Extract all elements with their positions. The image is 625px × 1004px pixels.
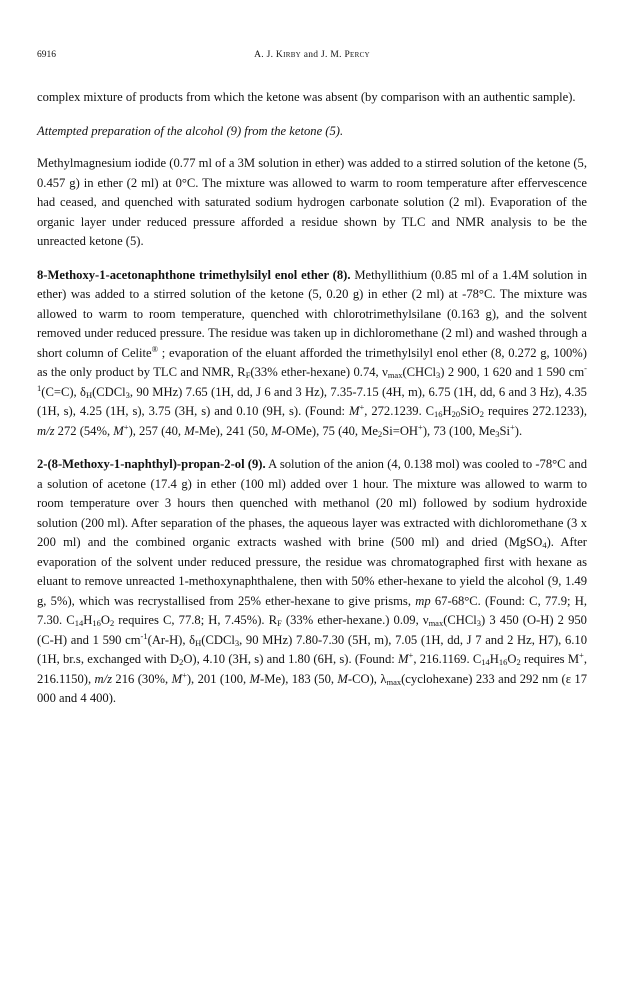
paragraph-continued: complex mixture of products from which the ketone was absent (by comparison with an authentic sample). xyxy=(37,90,576,104)
compound-title-8: 8-Methoxy-1-acetonaphthone trimethylsilyl enol ether (8). xyxy=(37,267,351,282)
section-heading-attempted-preparation: Attempted preparation of the alcohol (9) from the ketone (5). xyxy=(37,123,344,138)
paragraph-methylmagnesium: Methylmagnesium iodide (0.77 ml of a 3M solution in ether) was added to a stirred solution of the ketone (5, 0.457 g) in ether (2 ml) at 0°C. The mixture was allowed to warm to room temperature after effervescence had ceased, and quenched with saturated sodium hydrogen carbonate solution (2 ml). Evaporation of the organic layer under reduced pressure afforded a residue shown by TLC and NMR analysis to be the unreacted ketone (5). xyxy=(37,156,587,248)
page-body xyxy=(37,88,587,723)
paragraph-propanol: 2-(8-Methoxy-1-naphthyl)-propan-2-ol (9). A solution of the anion (4, 0.138 mol) was cooled to -78°C and a solution of acetone (17.4 g) in ether (100 ml) added over 1 hour. The mixture was allowed to warm to room temperature over 3 hours then quenched with methanol (20 ml) followed by sodium hydroxide solution (200 ml). After separation of the phases, the aqueous layer was extracted with dichloromethane (3 x 200 ml) and the combined organic extracts washed with brine (500 ml) and dried (MgSO$_4$). After evaporation of the solvent under reduced pressure, the residue was chromatographed first with hexane as eluant to remove unreacted 1-methoxynaphthalene, then with 50% ether-hexane to yield the alcohol (9, 1.49 g, 5%), which was recrystallised from 25% ether-hexane to give prisms, mp 67-68°C. (Found: C, 77.9; H, 7.30. $C_{14}H_{16}O_2$ requires C, 77.8; H, 7.45%). $R_F$ (33% ether-hexane.) 0.09, $\nu_{max}(CHCl_3)$ 3 450 (O-H) 2 950 (C-H) and 1 590 $cm^{-1}(Ar-H)$, $\delta_H(CDCl_3$, 90 MHz) 7.80-7.30 (5H, m), 7.05 (1H, dd, J 7 and 2 Hz, H7), 6.10 (1H, br.s, exchanged with $D_2O$), 4.10 (3H, s) and 1.80 (6H, s). (Found: M+, 216.1169. $C_{14}H_{16}O_2$ requires M+, 216.1150), m/z 216 (30%, M+), 201 (100, M-Me), 183 (50, M-CO), $\lambda_{max}(cyclohexane)$ 233 and 292 nm (ε 17 000 and 4 400). xyxy=(37,457,587,705)
running-header xyxy=(37,50,587,64)
page-number: 6916 xyxy=(37,50,56,60)
paragraph-enol-ether: 8-Methoxy-1-acetonaphthone trimethylsilyl enol ether (8). Methyllithium (0.85 ml of a 1.4M solution in ether) was added to a stirred solution of the ketone (5, 0.20 g) in ether (2 ml) at -78°C. The mixture was allowed to warm to room temperature, quenched with chlorotrimethylsilane (0.163 g), and the solvent removed under reduced pressure. The residue was taken up in dichloromethane (2 ml) and washed through a short column of Celite® ; evaporation of the eluant afforded the trimethylsilyl enol ether (8, 0.272 g, 100%) as the only product by TLC and NMR, $R_F(33\%$ ether-hexane) 0.74, $\nu_{max}(CHCl_3)$ 2 900, 1 620 and 1 590 $cm^{-1}(C=C)$, $\delta_H(CDCl_3$, 90 MHz) 7.65 (1H, dd, J 6 and 3 Hz), 7.35-7.15 (4H, m), 6.75 (1H, dd, 6 and 3 Hz), 4.35 (1H, s), 4.25 (1H, s), 3.75 (3H, s) and 0.10 (9H, s). (Found: M+, 272.1239. $C_{16}H_{20}SiO_2$ requires 272.1233), m/z 272 (54%, M+), 257 (40, M-Me), 241 (50, M-OMe), 75 (40, $Me_2Si=OH^+$), 73 (100, $Me_3Si^+$). xyxy=(37,267,587,439)
running-authors: A. J. Kirby and J. M. Percy xyxy=(254,50,370,60)
compound-title-9: 2-(8-Methoxy-1-naphthyl)-propan-2-ol (9). xyxy=(37,457,266,471)
